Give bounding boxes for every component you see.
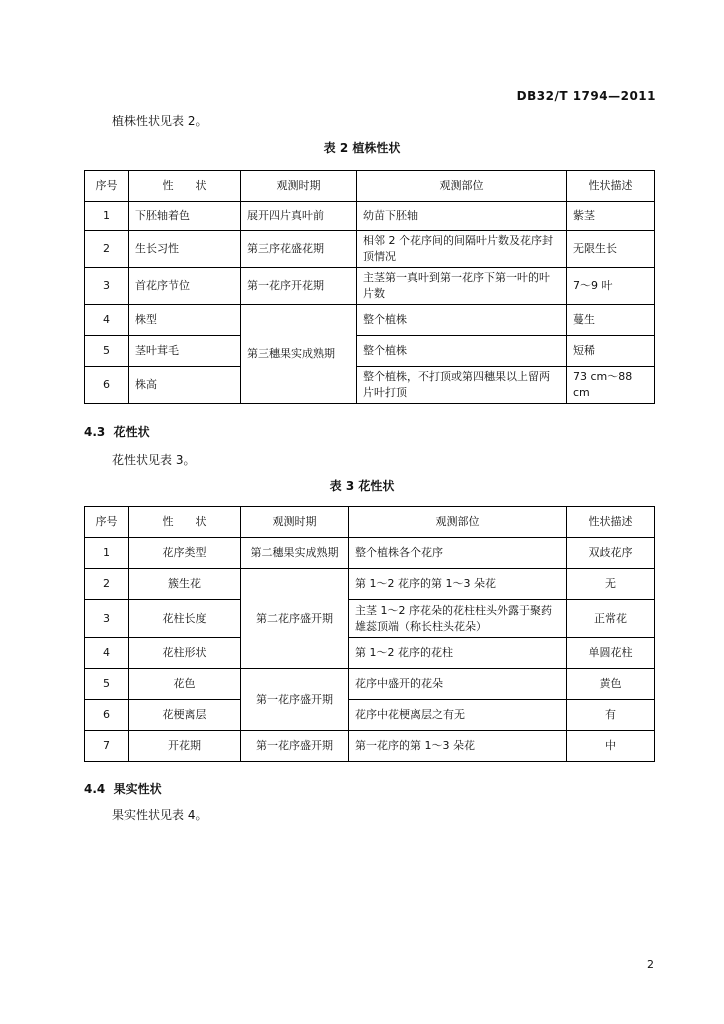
header-no: 序号	[85, 171, 129, 202]
cell-desc: 蔓生	[567, 305, 655, 336]
cell-trait: 花梗离层	[129, 700, 241, 731]
cell-trait: 花色	[129, 669, 241, 700]
document-code: DB32/T 1794—2011	[516, 89, 656, 103]
table-row	[85, 600, 655, 638]
header-part: 观测部位	[349, 507, 567, 538]
page-number: 2	[647, 958, 654, 971]
table-row	[85, 367, 655, 404]
header-desc: 性状描述	[567, 171, 655, 202]
table-row	[85, 231, 655, 268]
table2-caption: 表 2 植株性状	[323, 141, 401, 155]
cell-desc: 无限生长	[567, 231, 655, 268]
cell-no: 5	[85, 669, 129, 700]
table3-caption: 表 3 花性状	[329, 479, 395, 493]
cell-trait: 生长习性	[129, 231, 241, 268]
cell-part: 整个植株，不打顶或第四穗果以上留两片叶打顶	[357, 367, 567, 404]
cell-no: 2	[85, 569, 129, 600]
intro-paragraph-flower: 花性状见表 3。	[112, 453, 196, 467]
cell-no: 4	[85, 305, 129, 336]
table-row	[85, 336, 655, 367]
cell-trait: 首花序节位	[129, 268, 241, 305]
cell-period: 第二穗果实成熟期	[241, 538, 349, 569]
cell-part: 第 1～2 花序的第 1～3 朵花	[349, 569, 567, 600]
cell-period: 第一花序盛开期	[241, 731, 349, 762]
cell-no: 2	[85, 231, 129, 268]
cell-trait: 花柱形状	[129, 638, 241, 669]
cell-desc: 正常花	[567, 600, 655, 638]
section-title: 花性状	[113, 425, 150, 439]
table-row	[85, 731, 655, 762]
cell-part: 相邻 2 个花序间的间隔叶片数及花序封顶情况	[357, 231, 567, 268]
header-period: 观测时期	[241, 171, 357, 202]
cell-period: 第二花序盛开期	[241, 569, 349, 669]
cell-desc: 73 cm～88 cm	[567, 367, 655, 404]
header-trait: 性 状	[129, 171, 241, 202]
cell-no: 3	[85, 600, 129, 638]
cell-part: 花序中盛开的花朵	[349, 669, 567, 700]
cell-part: 花序中花梗离层之有无	[349, 700, 567, 731]
cell-trait: 株高	[129, 367, 241, 404]
section-title: 果实性状	[113, 782, 162, 796]
header-no: 序号	[85, 507, 129, 538]
table-row	[85, 268, 655, 305]
cell-no: 4	[85, 638, 129, 669]
table-header-row	[85, 171, 655, 202]
cell-part: 幼苗下胚轴	[357, 202, 567, 231]
cell-desc: 双歧花序	[567, 538, 655, 569]
cell-no: 5	[85, 336, 129, 367]
table-header-row	[85, 507, 655, 538]
section-number: 4.3	[84, 425, 106, 439]
cell-period: 第一花序盛开期	[241, 669, 349, 731]
cell-trait: 开花期	[129, 731, 241, 762]
cell-period: 展开四片真叶前	[241, 202, 357, 231]
cell-no: 6	[85, 367, 129, 404]
cell-part: 整个植株	[357, 305, 567, 336]
cell-no: 1	[85, 202, 129, 231]
intro-paragraph-plant: 植株性状见表 2。	[112, 114, 208, 128]
cell-period: 第三序花盛花期	[241, 231, 357, 268]
cell-trait: 簇生花	[129, 569, 241, 600]
header-trait: 性 状	[129, 507, 241, 538]
header-period: 观测时期	[241, 507, 349, 538]
cell-desc: 有	[567, 700, 655, 731]
cell-part: 第 1～2 花序的花柱	[349, 638, 567, 669]
cell-period: 第三穗果实成熟期	[241, 305, 357, 404]
table-row	[85, 202, 655, 231]
cell-period: 第一花序开花期	[241, 268, 357, 305]
section-heading-4-3	[84, 423, 150, 440]
cell-desc: 7～9 叶	[567, 268, 655, 305]
cell-trait: 茎叶茸毛	[129, 336, 241, 367]
cell-no: 3	[85, 268, 129, 305]
table-row	[85, 669, 655, 700]
table-row	[85, 700, 655, 731]
cell-part: 整个植株	[357, 336, 567, 367]
header-desc: 性状描述	[567, 507, 655, 538]
table-flower-traits	[84, 506, 655, 762]
intro-paragraph-fruit: 果实性状见表 4。	[112, 808, 208, 822]
cell-desc: 黄色	[567, 669, 655, 700]
cell-desc: 短稀	[567, 336, 655, 367]
cell-no: 1	[85, 538, 129, 569]
table-row	[85, 538, 655, 569]
cell-trait: 株型	[129, 305, 241, 336]
cell-desc: 单圆花柱	[567, 638, 655, 669]
header-part: 观测部位	[357, 171, 567, 202]
table-plant-traits	[84, 170, 655, 404]
table-row	[85, 305, 655, 336]
cell-part: 第一花序的第 1～3 朵花	[349, 731, 567, 762]
table-row	[85, 569, 655, 600]
cell-desc: 无	[567, 569, 655, 600]
cell-trait: 花序类型	[129, 538, 241, 569]
section-number: 4.4	[84, 782, 106, 796]
cell-part: 主茎第一真叶到第一花序下第一叶的叶片数	[357, 268, 567, 305]
cell-trait: 下胚轴着色	[129, 202, 241, 231]
cell-no: 6	[85, 700, 129, 731]
table-row	[85, 638, 655, 669]
section-heading-4-4	[84, 780, 162, 797]
cell-desc: 中	[567, 731, 655, 762]
cell-desc: 紫茎	[567, 202, 655, 231]
cell-part: 主茎 1～2 序花朵的花柱柱头外露于聚药雄蕊顶端（称长柱头花朵）	[349, 600, 567, 638]
cell-no: 7	[85, 731, 129, 762]
cell-part: 整个植株各个花序	[349, 538, 567, 569]
cell-trait: 花柱长度	[129, 600, 241, 638]
